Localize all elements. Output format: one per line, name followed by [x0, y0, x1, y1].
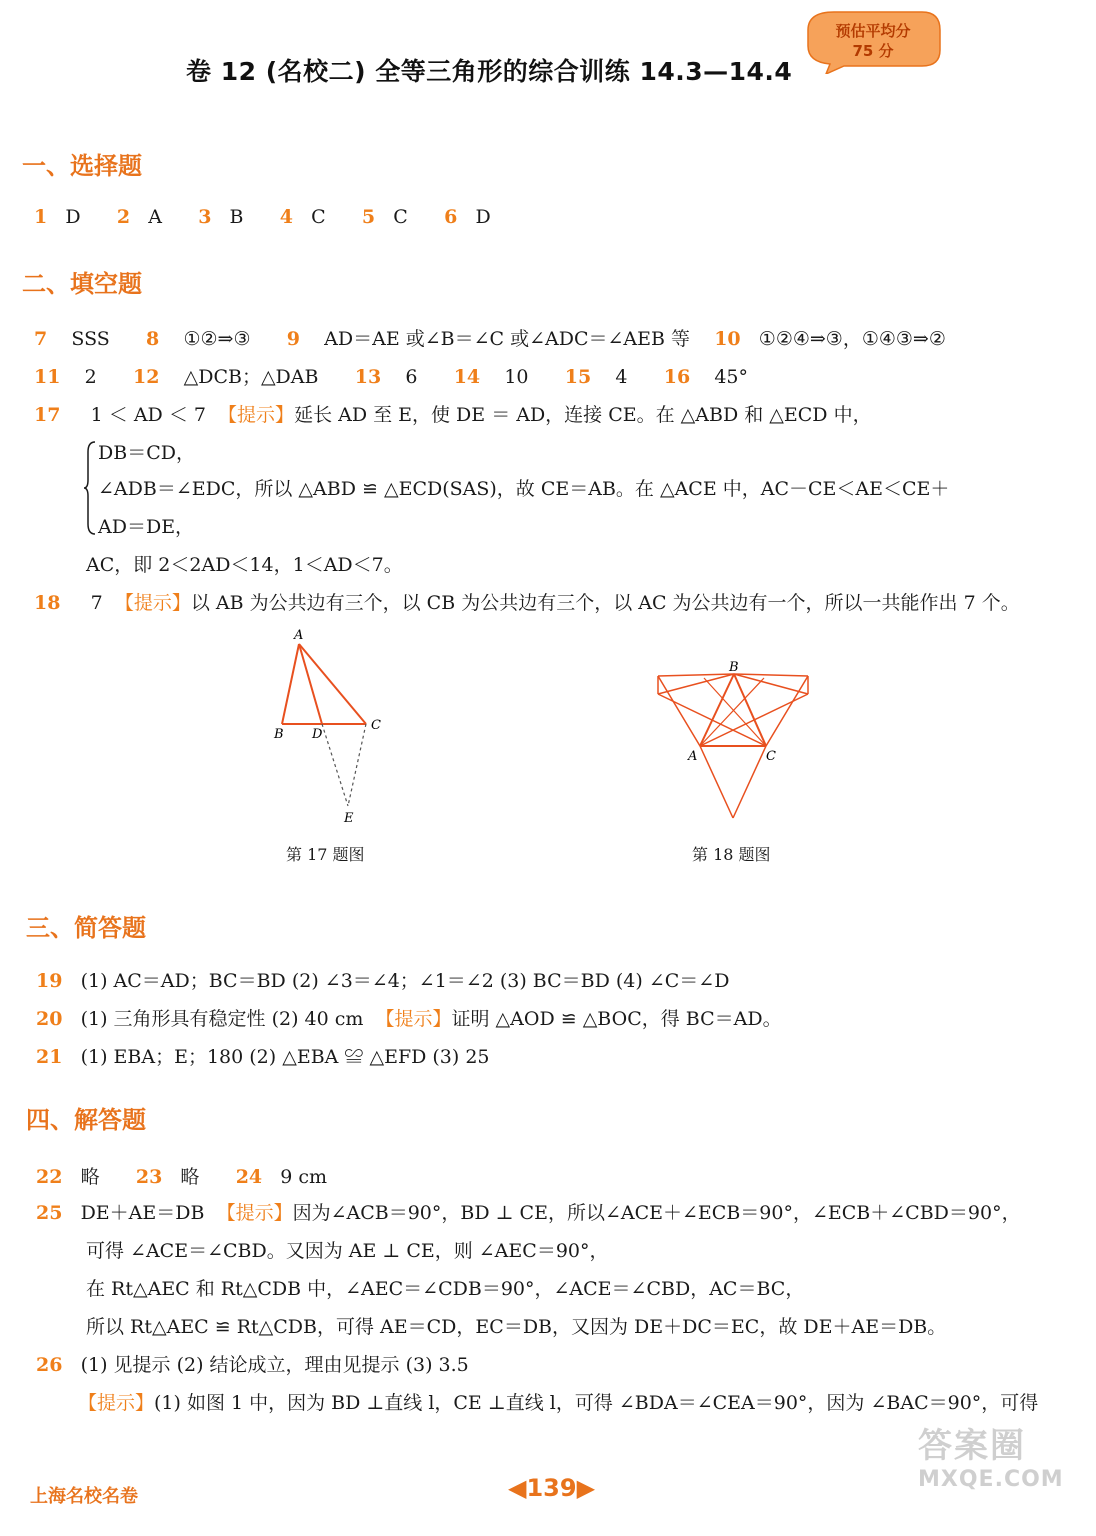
q-number: 4: [279, 206, 293, 228]
badge-line1: 预估平均分: [835, 22, 911, 40]
fig17-caption: 第 17 题图: [286, 845, 365, 864]
q-answer: △DCB；△DAB: [183, 366, 319, 388]
q-answer: D: [475, 206, 491, 228]
q-number: 1: [34, 206, 48, 228]
q-number: 10: [714, 328, 741, 350]
q-number: 14: [453, 366, 481, 388]
q-number: 17: [34, 404, 61, 426]
label-b: B: [274, 727, 284, 742]
label-e: E: [344, 811, 354, 826]
q-number: 8: [146, 328, 160, 350]
label-b: B: [729, 660, 739, 675]
q-answer: SSS: [71, 328, 110, 350]
section-choice: 一、选择题: [22, 152, 142, 180]
fig18-caption: 第 18 题图: [692, 845, 771, 864]
q-number: 18: [34, 592, 61, 614]
hint-label: 【提示】: [218, 404, 295, 426]
watermark-logo: [918, 1418, 1088, 1530]
q21-line: [36, 1042, 490, 1069]
q19-line: [36, 966, 729, 993]
q-number: 5: [361, 206, 376, 228]
hint-label: 【提示】: [375, 1008, 452, 1030]
q-number: 26: [36, 1354, 63, 1376]
q-answer: DE＋AE＝DB: [80, 1202, 205, 1224]
q17-tail: AC，即 2＜2AD＜14，1＜AD＜7。: [86, 554, 403, 576]
badge-line2: 75 分: [852, 42, 894, 60]
q-answer: 7: [90, 592, 103, 614]
label-a: A: [688, 749, 698, 764]
q17-cond3: AD＝DE，: [98, 516, 195, 538]
q20-line: [36, 1004, 782, 1031]
q17-cond1: DB＝CD，: [98, 442, 195, 464]
q-answer: A: [148, 206, 162, 228]
section-short: 三、简答题: [26, 914, 146, 942]
q-answer: 4: [615, 366, 628, 388]
q-answer: 6: [405, 366, 418, 388]
q26-line2: [78, 1388, 1038, 1415]
edge-ad: [299, 644, 322, 724]
q-answer: 略: [80, 1166, 100, 1188]
brace-icon: [83, 440, 97, 536]
fill-row-2: [34, 362, 748, 389]
q-answer: (1) AC＝AD；BC＝BD (2) ∠3＝∠4；∠1＝∠2 (3) BC＝BD (4) ∠C＝∠D: [80, 970, 730, 992]
score-badge: [804, 8, 942, 74]
q-answer: (1) EBA；E；180 (2) △EBA ≌ △EFD (3) 25: [80, 1046, 490, 1068]
q-number: 15: [564, 366, 592, 388]
figure-17: [262, 624, 402, 830]
q25-line2: 可得 ∠ACE＝∠CBD。又因为 AE ⊥ CE，则 ∠AEC＝90°，: [86, 1240, 609, 1262]
label-a: A: [294, 628, 304, 643]
edge-ba: [700, 674, 734, 746]
q17-line1: [34, 400, 872, 427]
q-answer: C: [393, 206, 408, 228]
q-answer: 9 cm: [280, 1166, 328, 1188]
watermark-text: 答案圈: [918, 1426, 1026, 1466]
hint-text: 因为∠ACB＝90°，BD ⊥ CE，所以∠ACE＋∠ECB＝90°，∠ECB＋∠CBD＝90°，: [292, 1202, 1021, 1224]
q-answer: (1) 见提示 (2) 结论成立，理由见提示 (3) 3.5: [80, 1354, 469, 1376]
section-solve: 四、解答题: [26, 1106, 146, 1134]
q26-line1: [36, 1350, 469, 1377]
fill-row-1: [34, 324, 946, 351]
hint-text: 以 AB 为公共边有三个，以 CB 为公共边有三个，以 AC 为公共边有一个，所以一共能作出 7 个。: [190, 592, 1020, 614]
q-number: 24: [235, 1166, 263, 1188]
footer-brand: 上海名校名卷: [30, 1486, 138, 1507]
q-number: 21: [36, 1046, 63, 1068]
q-number: 20: [36, 1008, 63, 1030]
hint-label: 【提示】: [216, 1202, 293, 1224]
q-number: 3: [198, 206, 212, 228]
q-answer: C: [311, 206, 326, 228]
q-answer: ①②⇒③: [183, 328, 251, 350]
q-answer: D: [65, 206, 81, 228]
q-number: 9: [286, 328, 300, 350]
q-answer: 45°: [714, 366, 749, 388]
q-answer: 2: [84, 366, 97, 388]
q-number: 12: [132, 366, 160, 388]
q18-line: [34, 588, 1020, 615]
triangle-right-icon: ▶: [576, 1474, 596, 1502]
q-answer: 略: [180, 1166, 200, 1188]
q-answer: AD＝AE 或∠B＝∠C 或∠ADC＝∠AEB 等: [324, 328, 691, 350]
edge-ac: [299, 644, 366, 724]
q-answer: (1) 三角形具有稳定性 (2) 40 cm: [80, 1008, 364, 1030]
label-c: C: [371, 718, 381, 733]
q-number: 13: [354, 366, 382, 388]
hint-text: 延长 AD 至 E，使 DE ＝ AD，连接 CE。在 △ABD 和 △ECD 中，: [294, 404, 872, 426]
q-answer: B: [229, 206, 244, 228]
label-d: D: [312, 727, 323, 742]
choice-answers: [34, 206, 491, 228]
hint-label: 【提示】: [78, 1392, 155, 1414]
edge-de: [322, 724, 348, 806]
page-number: [508, 1474, 595, 1502]
q-answer: 1 ＜ AD ＜ 7: [90, 404, 206, 426]
edge-ab: [282, 644, 299, 724]
page-number-value: 139: [526, 1474, 577, 1502]
hint-text: 证明 △AOD ≌ △BOC，得 BC＝AD。: [451, 1008, 782, 1030]
q-number: 7: [34, 328, 48, 350]
q-number: 19: [36, 970, 63, 992]
solve-row-22-24: [36, 1162, 327, 1189]
q-number: 23: [135, 1166, 163, 1188]
q25-line4: 所以 Rt△AEC ≌ Rt△CDB，可得 AE＝CD，EC＝DB，又因为 DE＋DC＝EC，故 DE＋AE＝DB。: [86, 1316, 947, 1338]
q-number: 22: [36, 1166, 63, 1188]
q-answer: 10: [504, 366, 529, 388]
hint-label: 【提示】: [114, 592, 191, 614]
label-c: C: [766, 749, 776, 764]
figure-18: [650, 658, 814, 824]
q25-line1: [36, 1198, 1021, 1225]
section-fill: 二、填空题: [22, 270, 142, 298]
q-number: 11: [34, 366, 61, 388]
edge-bc: [734, 674, 766, 746]
watermark-url: MXQE.COM: [918, 1467, 1064, 1492]
q-number: 6: [444, 206, 458, 228]
hint-text: (1) 如图 1 中，因为 BD ⊥直线 l，CE ⊥直线 l，可得 ∠BDA＝∠CEA＝90°，因为 ∠BAC＝90°，可得: [154, 1392, 1039, 1414]
q-number: 16: [663, 366, 691, 388]
q25-line3: 在 Rt△AEC 和 Rt△CDB 中，∠AEC＝∠CDB＝90°，∠ACE＝∠CBD，AC＝BC，: [86, 1278, 805, 1300]
triangle-left-icon: ◀: [508, 1474, 527, 1502]
q-number: 2: [116, 206, 131, 228]
q-answer: ①②④⇒③，①④③⇒②: [758, 328, 946, 350]
page-title: 卷 12 (名校二) 全等三角形的综合训练 14.3—14.4: [186, 57, 793, 86]
edge-ce: [348, 724, 366, 806]
q-number: 25: [36, 1202, 63, 1224]
q17-cond2: ∠ADB＝∠EDC，所以 △ABD ≌ △ECD(SAS)，故 CE＝AB。在 △ACE 中，AC－CE＜AE＜CE＋: [98, 478, 950, 500]
